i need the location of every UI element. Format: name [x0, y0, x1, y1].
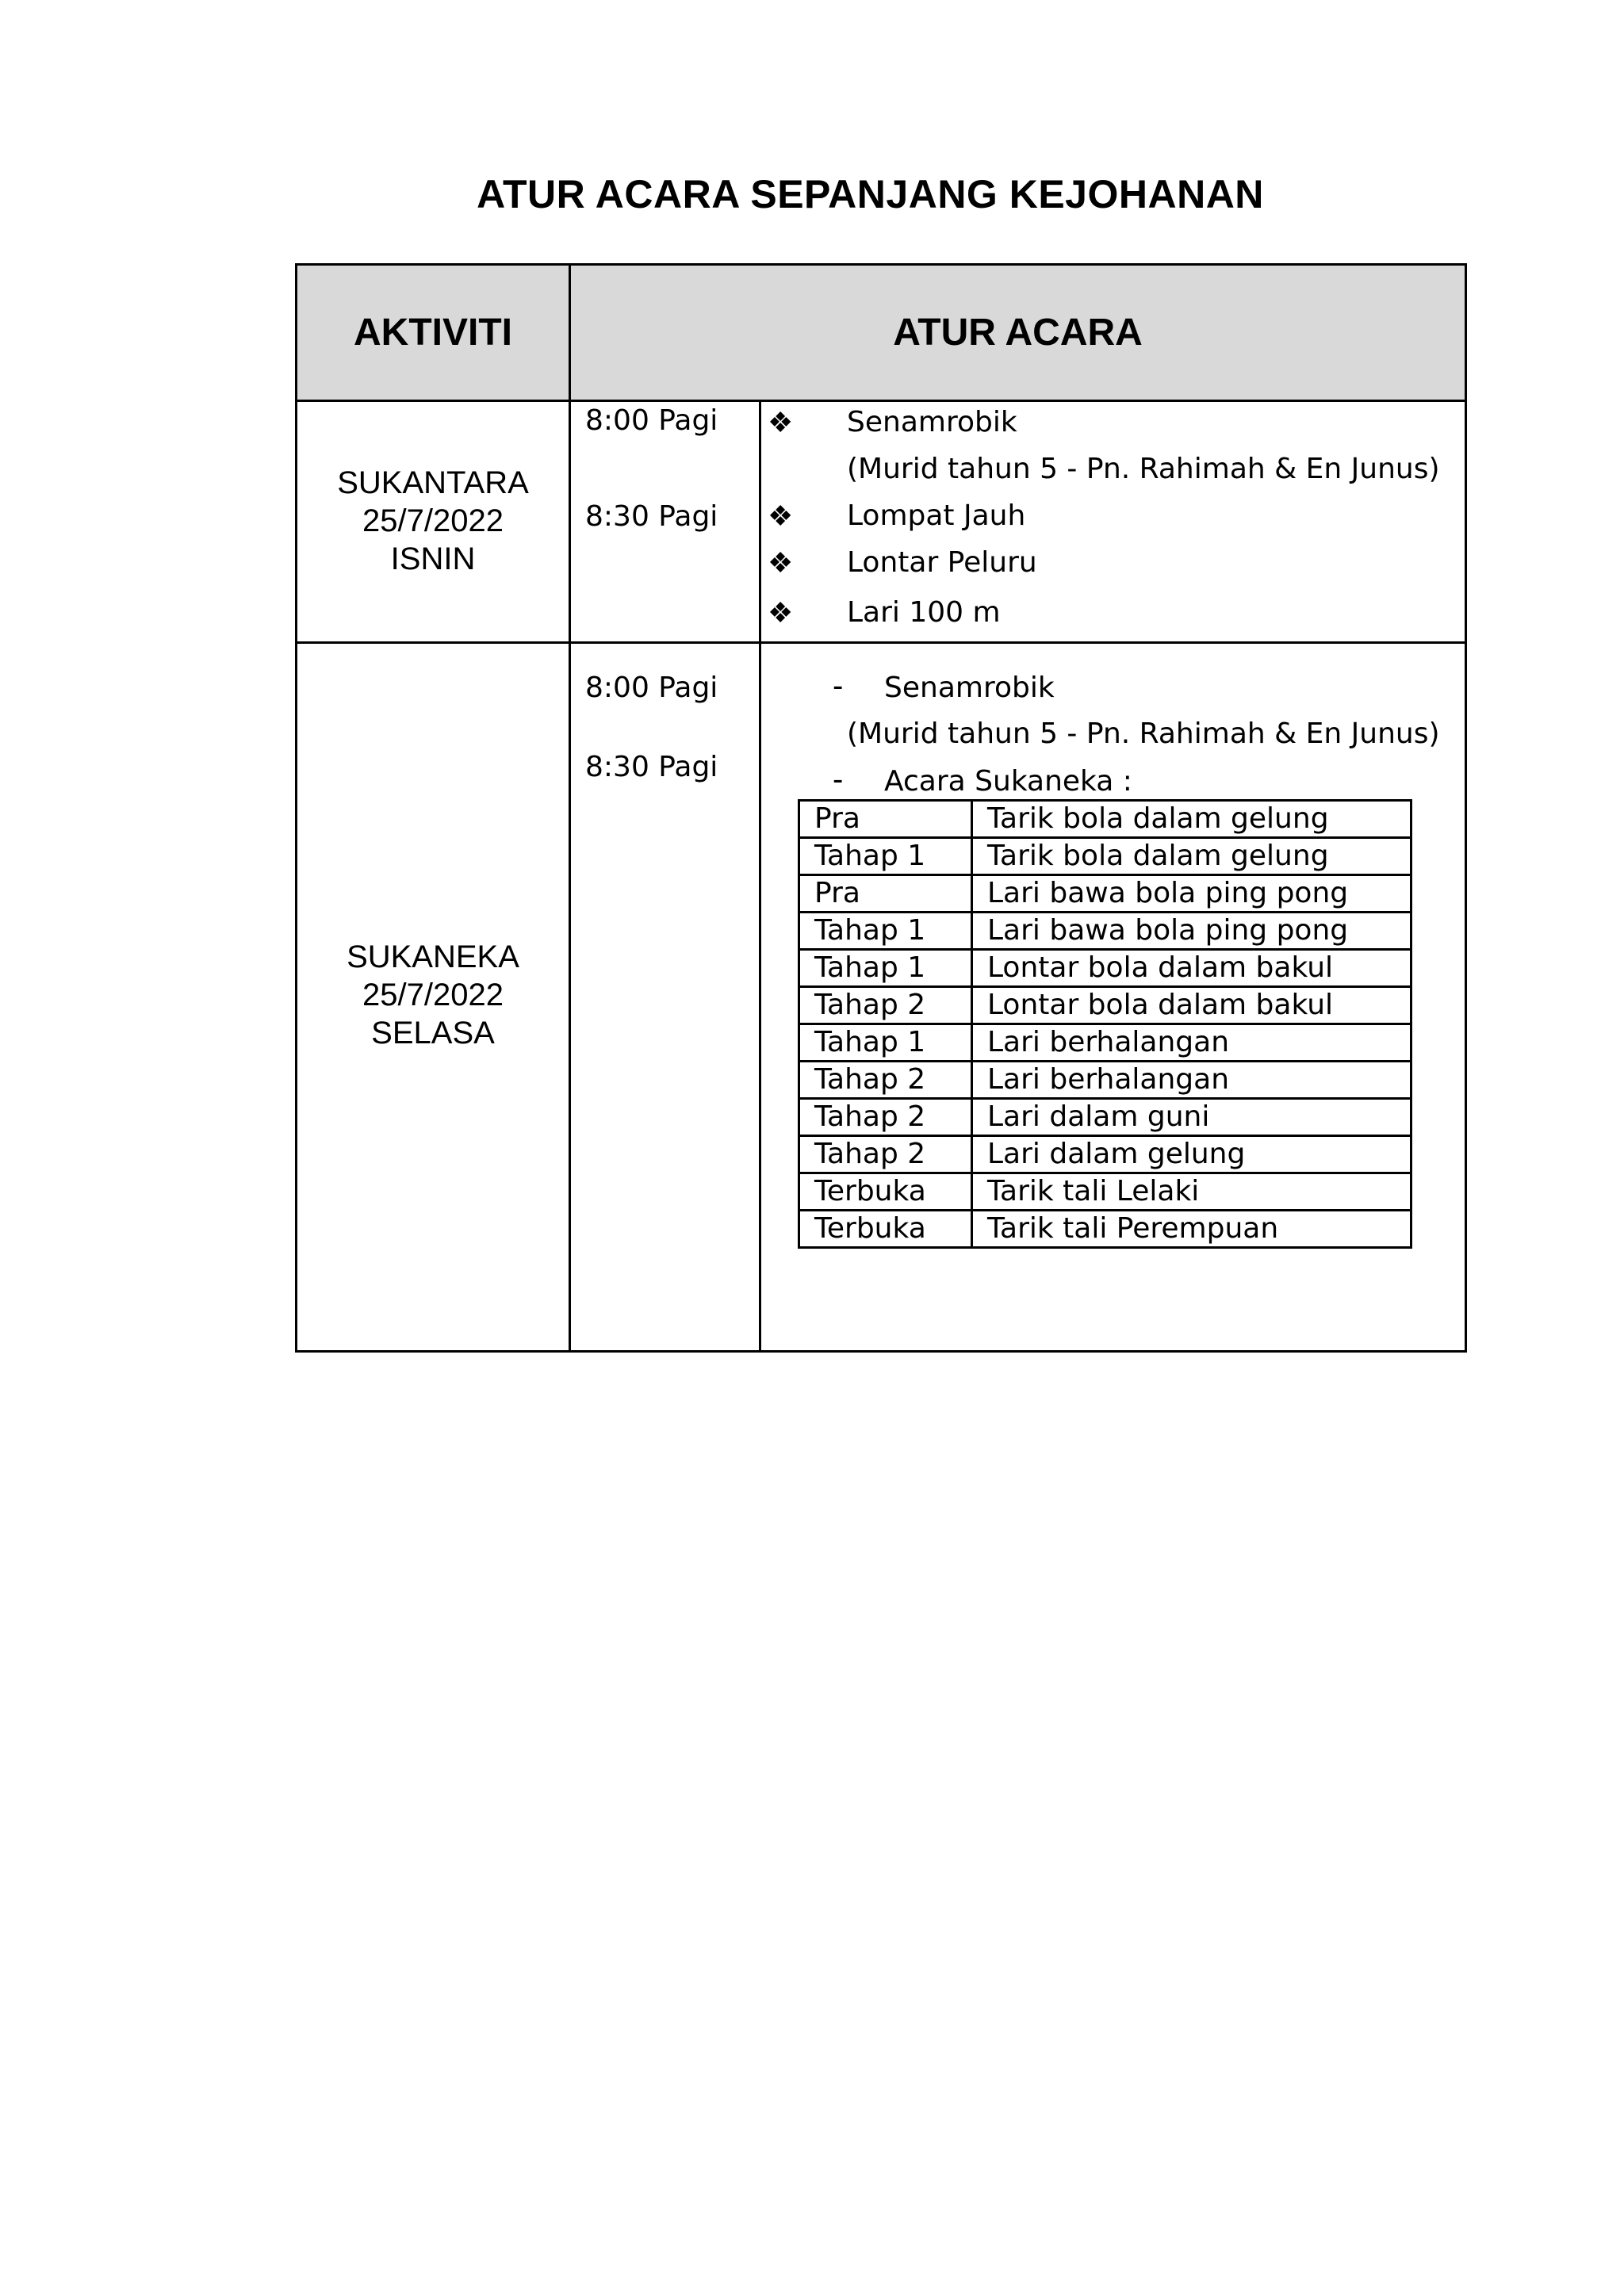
page-title: ATUR ACARA SEPANJANG KEJOHANAN: [477, 172, 1264, 216]
header-atur-acara: ATUR ACARA: [893, 312, 1143, 354]
diamond-bullet-icon: ❖: [768, 499, 794, 532]
sukaneka-event: Tarik tali Perempuan: [972, 1211, 1411, 1248]
activity-day: SELASA: [371, 1016, 495, 1050]
sukaneka-stage: Tahap 1: [799, 838, 972, 875]
program-item: Senamrobik: [884, 672, 1055, 704]
sukaneka-event: Tarik bola dalam gelung: [972, 801, 1411, 838]
sukaneka-event: Lari bawa bola ping pong: [972, 875, 1411, 913]
sukaneka-stage: Tahap 2: [799, 1136, 972, 1173]
activity-cell-sukantara: [297, 464, 569, 578]
activity-date: 25/7/2022: [362, 978, 504, 1012]
program-item: Lari 100 m: [847, 596, 1001, 629]
column-divider: [569, 266, 571, 1350]
activity-date: 25/7/2022: [362, 503, 504, 538]
sukaneka-event: Lari berhalangan: [972, 1024, 1411, 1062]
sukaneka-event: Lari berhalangan: [972, 1062, 1411, 1099]
sukaneka-row: [799, 1173, 1411, 1211]
sukaneka-stage: Tahap 2: [799, 987, 972, 1024]
sukaneka-event: Tarik tali Lelaki: [972, 1173, 1411, 1211]
sukaneka-event: Lontar bola dalam bakul: [972, 987, 1411, 1024]
sukaneka-stage: Tahap 1: [799, 1024, 972, 1062]
time-label: 8:30 Pagi: [585, 500, 718, 533]
header-aktiviti: AKTIVITI: [354, 312, 512, 354]
sukaneka-stage: Tahap 1: [799, 913, 972, 950]
sukaneka-event: Lari dalam guni: [972, 1099, 1411, 1136]
program-item-note: (Murid tahun 5 - Pn. Rahimah & En Junus): [847, 718, 1440, 750]
sukaneka-row: [799, 1211, 1411, 1248]
sukaneka-stage: Terbuka: [799, 1173, 972, 1211]
sukaneka-stage: Tahap 1: [799, 950, 972, 987]
sukaneka-row: [799, 950, 1411, 987]
column-divider: [759, 402, 761, 1350]
activity-cell-sukaneka: [297, 938, 569, 1052]
program-item: Senamrobik: [847, 406, 1017, 438]
sukaneka-stage: Pra: [799, 875, 972, 913]
sukaneka-row: [799, 913, 1411, 950]
sukaneka-table: [798, 799, 1412, 1249]
sukaneka-event: Lari bawa bola ping pong: [972, 913, 1411, 950]
sukaneka-event: Lontar bola dalam bakul: [972, 950, 1411, 987]
sukaneka-stage: Terbuka: [799, 1211, 972, 1248]
activity-day: ISNIN: [390, 541, 476, 576]
time-label: 8:00 Pagi: [585, 672, 718, 704]
sukaneka-event: Lari dalam gelung: [972, 1136, 1411, 1173]
sukaneka-stage: Pra: [799, 801, 972, 838]
time-label: 8:00 Pagi: [585, 404, 718, 437]
sukaneka-row: [799, 838, 1411, 875]
time-label: 8:30 Pagi: [585, 751, 718, 783]
sukaneka-row: [799, 1024, 1411, 1062]
activity-name: SUKANEKA: [347, 939, 519, 974]
sukaneka-event: Tarik bola dalam gelung: [972, 838, 1411, 875]
sukaneka-stage: Tahap 2: [799, 1099, 972, 1136]
program-item: Acara Sukaneka :: [884, 765, 1132, 798]
diamond-bullet-icon: ❖: [768, 596, 794, 629]
sukaneka-stage: Tahap 2: [799, 1062, 972, 1099]
dash-bullet: -: [833, 762, 844, 797]
sukaneka-row: [799, 1136, 1411, 1173]
program-item: Lontar Peluru: [847, 546, 1037, 579]
dash-bullet: -: [833, 668, 844, 703]
diamond-bullet-icon: ❖: [768, 406, 794, 438]
sukaneka-row: [799, 1062, 1411, 1099]
sukaneka-row: [799, 1099, 1411, 1136]
program-item: Lompat Jauh: [847, 499, 1026, 532]
row-divider: [297, 641, 1465, 644]
program-item-note: (Murid tahun 5 - Pn. Rahimah & En Junus): [847, 453, 1440, 485]
sukaneka-row: [799, 801, 1411, 838]
sukaneka-row: [799, 987, 1411, 1024]
activity-name: SUKANTARA: [337, 465, 529, 500]
sukaneka-row: [799, 875, 1411, 913]
diamond-bullet-icon: ❖: [768, 546, 794, 579]
